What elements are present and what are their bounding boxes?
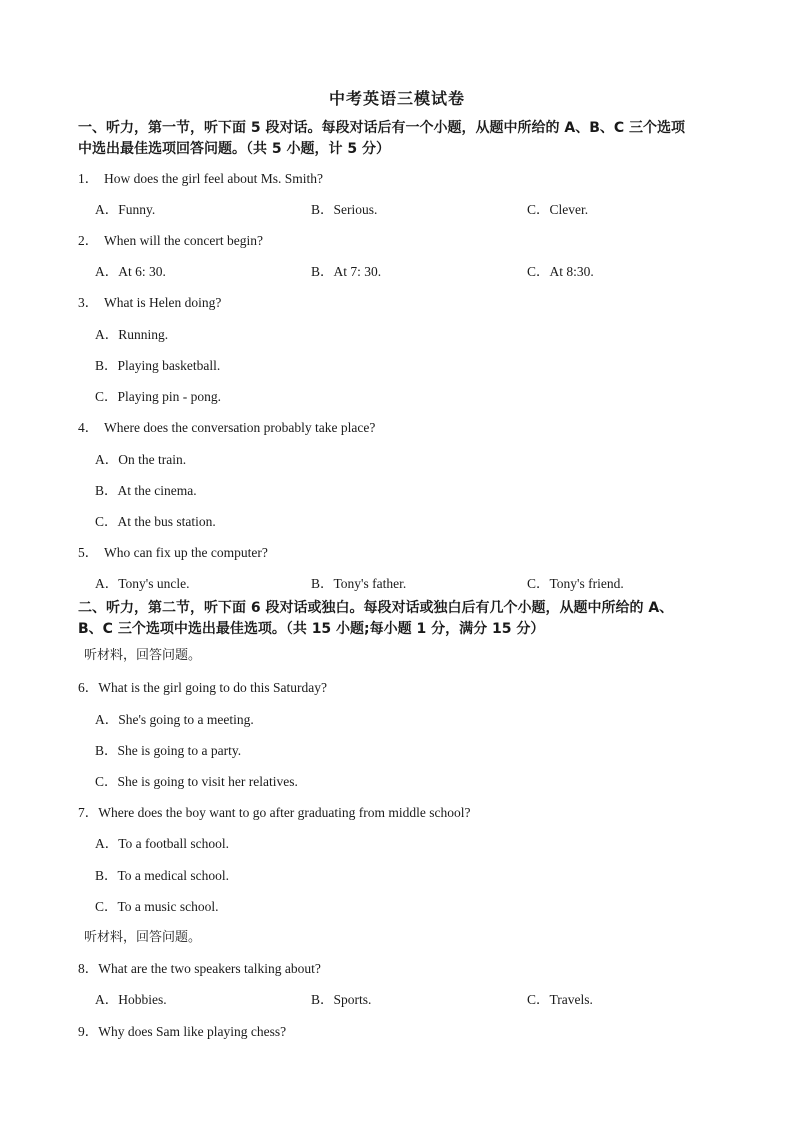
q2-option-c: C．At 8:30.: [527, 264, 594, 279]
q5-option-a: A．Tony's uncle.: [95, 576, 190, 591]
q8-option-b: B．Sports.: [311, 992, 372, 1007]
q1-option-a: A．Funny.: [95, 202, 156, 217]
question-4-text: Where does the conversation probably take place?: [104, 420, 376, 435]
q4-option-c: C．At the bus station.: [95, 514, 216, 529]
section1-heading: [78, 118, 758, 160]
question-3-number: 3．: [78, 295, 99, 310]
question-8: 8．What are the two speakers talking about?: [78, 961, 321, 976]
question-3: [78, 291, 221, 311]
listening-instruction-1: 听材料，回答问题。: [84, 648, 202, 663]
question-1: [78, 167, 323, 187]
question-5-text: Who can fix up the computer?: [104, 545, 268, 560]
q6-option-b: B．She is going to a party.: [95, 743, 242, 758]
listening-instruction-2: 听材料，回答问题。: [84, 930, 202, 945]
q8-option-c: C．Travels.: [527, 992, 593, 1007]
question-7: 7．Where does the boy want to go after graduating from middle school?: [78, 805, 471, 820]
q4-option-b: B．At the cinema.: [95, 483, 197, 498]
q3-option-b: B．Playing basketball.: [95, 358, 221, 373]
q4-option-a: A．On the train.: [95, 452, 187, 467]
q3-option-a: A．Running.: [95, 327, 169, 342]
q7-option-a: A．To a football school.: [95, 836, 230, 851]
q8-option-a: A．Hobbies.: [95, 992, 167, 1007]
q5-option-b: B．Tony's father.: [311, 576, 407, 591]
question-2-number: 2．: [78, 233, 99, 248]
page-title: 中考英语三模试卷: [328, 89, 465, 108]
question-1-text: How does the girl feel about Ms. Smith?: [104, 171, 323, 186]
section2-heading: [78, 598, 758, 640]
q6-option-a: A．She's going to a meeting.: [95, 712, 254, 727]
q2-option-a: A．At 6: 30.: [95, 264, 166, 279]
q6-option-c: C．She is going to visit her relatives.: [95, 774, 298, 789]
question-4-number: 4．: [78, 420, 99, 435]
q1-option-b: B．Serious.: [311, 202, 378, 217]
question-9: 9．Why does Sam like playing chess?: [78, 1024, 287, 1039]
q3-option-c: C．Playing pin - pong.: [95, 389, 222, 404]
question-5: [78, 541, 268, 561]
question-2-text: When will the concert begin?: [104, 233, 263, 248]
section2-heading-line1: 二、听力，第二节，听下面 6 段对话或独白。每段对话或独白后有几个小题，从题中所给的 A、: [78, 600, 674, 616]
question-4: [78, 416, 375, 436]
question-5-number: 5．: [78, 545, 99, 560]
question-1-number: 1．: [78, 171, 99, 186]
q7-option-b: B．To a medical school.: [95, 868, 230, 883]
question-6: 6．What is the girl going to do this Saturday?: [78, 680, 327, 695]
section2-heading-line2: B、C 三个选项中选出最佳选项。（共 15 小题;每小题 1 分，满分 15 分）: [78, 621, 545, 637]
question-2: [78, 229, 263, 249]
section1-heading-line1: 一、听力，第一节，听下面 5 段对话。每段对话后有一个小题，从题中所给的 A、B、C 三个选项: [78, 120, 686, 136]
q5-option-c: C．Tony's friend.: [527, 576, 624, 591]
question-3-text: What is Helen doing?: [104, 295, 222, 310]
q7-option-c: C．To a music school.: [95, 899, 219, 914]
q1-option-c: C．Clever.: [527, 202, 589, 217]
q2-option-b: B．At 7: 30.: [311, 264, 382, 279]
section1-heading-line2: 中选出最佳选项回答问题。（共 5 小题，计 5 分）: [78, 141, 390, 157]
